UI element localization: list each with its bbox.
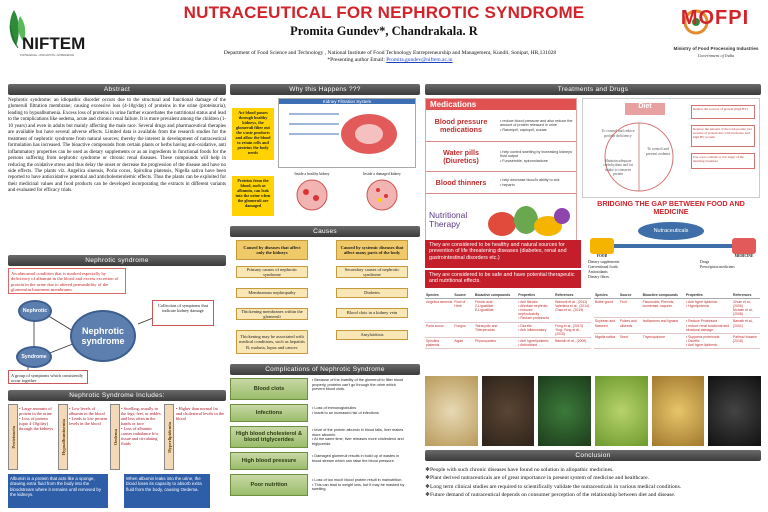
poster-title: NUTRACEUTICAL FOR NEPHROTIC SYNDROME	[183, 3, 585, 22]
causes-primary-item-2: Thickening membranes within the glomeruli	[236, 308, 308, 320]
conclusion-item: ❖Future demand of nutraceutical depends on consumer perception of the relationship between diet and disease.	[425, 492, 676, 499]
table1-header: Species	[425, 292, 453, 299]
nigella-seed-photo	[708, 376, 761, 446]
mofpi-logo-gov: Government of India	[697, 53, 735, 58]
table-cell: Angelica sinensis	[425, 299, 453, 322]
includes-hyperlipidemia-text: • Higher than normal fat and cholesterol levels in the blood	[176, 406, 224, 421]
table-row	[594, 318, 760, 333]
bridging-title: BRIDGING THE GAP BETWEEN FOOD AND MEDICINE	[597, 199, 745, 216]
food-list-item: Antioxidants	[588, 270, 608, 274]
poster-authors: Promita Gundev*, Chandrakala. R	[290, 24, 478, 38]
medication-diuretics-name: Water pills (Diuretics)	[442, 147, 480, 165]
plants-table-2	[594, 292, 760, 349]
kidney-diagram-title: Kidney Filtration System	[279, 99, 415, 104]
includes-oedema-tab	[110, 404, 120, 470]
diet-left-bottom: Maintain adequate carbohydrate and fat intake to conserve protein	[603, 159, 633, 177]
medicine-label: MEDICINE	[734, 254, 754, 258]
causes-primary-item-1: Membranous nephropathy	[236, 288, 308, 298]
table-row	[425, 337, 591, 348]
complication-blood-clots: Blood clots	[230, 378, 308, 400]
causes-primary-title: Caused by diseases that affect only the kidneys	[236, 240, 308, 260]
includes-oedema-text: • Swelling, usually in the legs, feet, or ankles and less often in the hands or face • Loss of albumin causes imbalance b/w tissue and circulating fluids	[121, 406, 161, 446]
section-why: Why this Happens ???	[230, 84, 420, 95]
conclusion-list	[425, 466, 761, 500]
table-cell: Isoflavones and lignans	[642, 318, 685, 333]
syndrome-node: Syndrome	[16, 346, 52, 368]
table-cell: Fruit	[619, 299, 642, 318]
table1-header: References	[554, 292, 591, 299]
table-cell: Tetracyclic and Triterpenoids	[474, 322, 517, 337]
poster-affiliation	[160, 50, 620, 64]
medication-thinners-name: Blood thinners	[435, 177, 487, 187]
includes-hypoalbuminemia-title: Hypoalbuminemia	[60, 418, 66, 456]
causes-secondary-item-2: Blood clots in a kidney vein	[336, 308, 408, 318]
bridging-bar	[602, 244, 742, 248]
table-cell: Phycocyanins	[474, 337, 517, 348]
diet-title: Diet	[625, 103, 665, 115]
table-cell: • Reduce Proteinuria • reduce renal functional and structural damage.	[685, 318, 732, 333]
bridging-panel	[582, 200, 760, 286]
section-includes: Nephrotic Syndrome Includes:	[8, 390, 226, 401]
food-list-item: Conventional foods	[588, 265, 618, 269]
affiliation-text: Department of Food Science and Technology , National Institute of Food Technology Entrepreneurship and Management, Kundli, Sonipat, HR,131028	[223, 50, 557, 56]
abstract-text: Nephrotic syndrome; an idiopathic disorder occurs due to the structural and functional damage of the glomeruli filtration membrane; causing excessive loss (4-10g/day) of proteins in the urine (proteinuria), leading to hypoalbumenia. Excess loss of proteins in urine further exacerbates the nutritional status and lead to the complications like oedema, acute and chronic renal failure. It is more prevalent among the children (1-10 years) and even in adults but mainly affecting the male race. Several drugs and pharmaceutical therapies are available but have several adverse effects. Limited data is available from the research studies for the treatment of nephrotic syndrome from natural sources; thereby the interest in development of nutraceutical formulation has increased. The bioactive compounds from certain plants or herbs having anti-oxidative, anti inflammatory properties can be used as dietary supplements or as an ingredients in functional foods for the persons suffering from nephrotic syndrome or chronic renal diseases. These compounds will help in reducing the oxidative stress and thus delay the onset or decrease the progression of the disease and have no side effects. The plants viz. Angelica sinensis, Poria cocos, Spirulina platensis, Nigella sativa have been reported to have antioxidative potential and anticholesterolemic effects. Thus the plants can be exploited for their medicinal values and food products can be developed incorporating the extracts in different variants and evaluated for efficacy trials.	[8, 98, 226, 194]
nutritional-therapy-label: Nutritional Therapy	[429, 210, 468, 229]
table-cell: Nigella sativa	[594, 333, 619, 348]
medicine-list-item: Prescription medicines	[700, 265, 735, 269]
soybean-flaxseed-photo	[652, 376, 705, 446]
complication-blood-clots-text: • Because of the inability of the glomeruli to filter blood properly, proteins can't go through the urine which prevent blood clots.	[312, 378, 404, 392]
nephrotic-node: Nephrotic	[18, 300, 52, 322]
table-cell: • Suppress proteinuria • Diuretic • Anti hyper lipidemic	[685, 333, 732, 348]
includes-proteinuria-text: • Large amounts of protein in the urine • Loss of protein (upto 4-10g/day) through the kidneys	[19, 406, 54, 431]
medication-thinners-desc: • help decrease blood's ability to clot • heparin	[500, 178, 560, 187]
table-row	[594, 299, 760, 318]
table-row	[425, 299, 591, 322]
table-cell: Poria cocos	[425, 322, 453, 337]
medication-row-bp	[426, 110, 576, 142]
conclusion-item: ❖Long term clinical studies are required to scientifically validate the nutraceuticals in various medical conditions.	[425, 483, 682, 490]
food-list	[588, 260, 668, 280]
diet-center-right: To control and prevent oedema	[645, 147, 671, 156]
table-cell: Patima Hossein (2018)	[732, 333, 760, 348]
table1-header: Source	[453, 292, 474, 299]
table1-header: Properties	[517, 292, 554, 299]
section-abstract: Abstract	[8, 84, 226, 95]
table-row	[594, 333, 760, 348]
complication-blood-pressure: High blood pressure	[230, 452, 308, 470]
angelica-root-photo	[425, 376, 478, 446]
table-cell: Barrath et al., (2001)	[732, 318, 760, 333]
includes-proteinuria-title: Proteinuria	[10, 425, 16, 449]
food-list-item: Dietary supplements	[588, 260, 620, 264]
table1-header: Bioactive compounds	[474, 292, 517, 299]
table2-header: Species	[594, 292, 619, 299]
section-treatments: Treatments and Drugs	[425, 84, 761, 95]
medication-bp-desc: • reduce blood pressure and also reduce the amount of protein released in urine • Rasmipril, captopril, cozaar	[500, 118, 573, 132]
causes-primary-item-3: Thickening may be associated with medical conditions, such as hepatitis B, malaria, lupus and cancer.	[236, 330, 308, 354]
causes-secondary-title: Caused by systemic diseases that affect many parts of the body	[336, 240, 408, 260]
complication-blood-pressure-text: • Damaged glomeruli results in build up of wastes in blood stream which can raise the blood pressure.	[312, 454, 400, 463]
medication-row-thinners	[426, 172, 576, 194]
includes-hyperlipidemia-title: Hyperlipidemia	[166, 421, 172, 453]
group-box: A group of symptoms which consistently occur together	[8, 370, 88, 384]
table-cell: Spirulina platensis	[425, 337, 453, 348]
spirulina-photo	[538, 376, 591, 446]
complication-infections: Infections	[230, 404, 308, 422]
medicine-list-item: Drugs	[700, 260, 710, 264]
medications-title: Medications	[426, 99, 576, 110]
includes-hyperlipidemia-tab	[164, 404, 174, 470]
poria-cocos-photo	[482, 376, 535, 446]
section-nephrotic-syndrome: Nephrotic syndrome	[8, 255, 226, 266]
why-box-healthy: Act blood passes through healthy kidneys, the glomeruli filter out the waste products and allow the blood to retain cells and proteins the body needs	[232, 108, 274, 160]
medicine-list	[700, 260, 758, 270]
diet-panel	[582, 98, 760, 198]
nephrotic-syndrome-node: Nephrotic syndrome	[70, 310, 136, 362]
table-cell: Ferulic acid Z-Ligustilide E-Ligustilide	[474, 299, 517, 322]
nutraceuticals-node: Nutraceuticals	[638, 222, 704, 240]
medication-row-diuretics	[426, 142, 576, 172]
table-cell: Fungus	[453, 322, 474, 337]
table-cell: Pulses and oilseeds	[619, 318, 642, 333]
niftem-logo-tagline: KNOWLEDGE • INNOVATION • EXPERIENCE	[20, 54, 75, 57]
causes-primary-item-0: Primary causes of nephrotic syndrome	[236, 266, 308, 278]
includes-oedema-title: Oedema	[112, 428, 118, 446]
section-causes: Causes	[230, 226, 420, 237]
section-complications: Complications of Nephrotic Syndrome	[230, 364, 420, 375]
table-cell: • Diuretic • Anti inflammatory	[517, 322, 554, 337]
complication-cholesterol-text: • level of the protein albumin in blood falls, liver makes more albumin. • At the same time, liver releases more cholesterol and triglyceride.	[312, 428, 404, 446]
table-row	[425, 322, 591, 337]
complication-cholesterol: High blood cholesterol & blood triglycerides	[230, 426, 308, 448]
albumin-note-right: When albumin leaks into the urine, the blood loses its capacity to absorb extra fluid from the body, causing Oedema.	[124, 474, 210, 508]
email-prefix: *Presenting author Email:	[327, 57, 387, 63]
table-cell: Flavonoids, Phenols, isomerase, saponin.	[642, 299, 685, 318]
table-cell: Soybean and flaxseed	[594, 318, 619, 333]
table-cell: • Anti fibrosis • Alleviate nephrotic • Induced nephrotoxicity • Reduce proteinuria	[517, 299, 554, 322]
table2-header: Properties	[685, 292, 732, 299]
table-cell: Seed	[619, 333, 642, 348]
mofpi-logo-text: MOFPI	[680, 7, 750, 29]
medication-bp-name: Blood pressure medications	[434, 116, 488, 134]
definition-box: An abnormal condition that is marked especially by deficiency of albumin in the blood and excess excretion of protein in the urine due to altered permeability of the glomerular basement membranes	[8, 268, 126, 294]
medications-panel	[425, 98, 577, 248]
healthy-kidney-label: Inside a healthy kidney	[294, 172, 330, 176]
complication-poor-nutrition-text: • Loss of too much blood protein result in malnutrition. • This can lead to weight loss, but it may be masked by swelling.	[312, 478, 405, 492]
niftem-logo-text: NIFTEM	[22, 34, 86, 53]
table-cell: Thymoquinone	[642, 333, 685, 348]
conclusion-item: ❖Plant derived nutraceuticals are of great importance in present system of medicine and healthcare.	[425, 475, 650, 482]
medicine-pills-icon	[732, 238, 756, 254]
diet-item-2: Use a low sodium or low sugar of the morning breakfast	[691, 153, 755, 169]
nutraceutical-banner-1: They are considered to be healthy and natural sources for prevention of life threatening diseases (diabetes, renal and gastrointestinal disorders etc.)	[425, 240, 581, 268]
complication-poor-nutrition: Poor nutrition	[230, 474, 308, 496]
table-cell: Root of Herb	[453, 299, 474, 322]
bottle-gourd-photo	[595, 376, 648, 446]
nutraceutical-banner-2: They are considered to be safe and have potential therapeutic and nutritional effects.	[425, 270, 581, 288]
albumin-note-left: Albumin is a protein that acts like a sponge, drawing extra fluid from the body into the bloodstream where it remains until removed by the kidneys.	[8, 474, 108, 508]
food-label: FOOD	[596, 254, 608, 258]
causes-secondary-item-0: Secondary causes of nephrotic syndrome	[336, 266, 408, 278]
diet-center-left: To control and reduce protein deficiency	[601, 129, 635, 138]
complication-infections-text: • Loss of immunoglobulins • leads to an increased risk of infections	[312, 406, 379, 415]
table-cell: • Anti hyper lipidemic • Hypolipidemic	[685, 299, 732, 318]
table-cell: • Anti hyperlipidemic • Antioxidant	[517, 337, 554, 348]
collection-box: Collection of symptoms that indicate kidney damage	[152, 300, 214, 326]
plants-table-1	[425, 292, 591, 349]
table2-header: References	[732, 292, 760, 299]
includes-proteinuria-tab	[8, 404, 18, 470]
why-box-damaged: Proteins from the blood, such as albumin, can leak into the urine when the glomeruli are damaged	[232, 176, 274, 216]
causes-secondary-item-3: Amyloidosis	[336, 330, 408, 340]
damaged-kidney-figure	[350, 172, 414, 218]
kidney-diagram	[278, 98, 416, 168]
table-cell: Feng et al., (2013) Ying- Yong et al., (2015)	[554, 322, 591, 337]
table-cell: Ghule et al., (2006) Mohale et al., (2008)	[732, 299, 760, 318]
conclusion-item: ❖People with such chronic diseases have found no solution in allopathic medicines.	[425, 467, 614, 473]
mofpi-logo-sub: Ministry of Food Processing Industries	[673, 46, 759, 51]
email-link[interactable]: Promita.gundev@niftem.ac.in	[386, 57, 453, 63]
table-cell: Bottle gourd	[594, 299, 619, 318]
table-cell: Bamsih et al., (2009)	[554, 337, 591, 348]
plant-photos	[425, 376, 761, 446]
food-list-item: Dietary fibres	[588, 275, 609, 279]
causes-secondary-item-1: Diabetes	[336, 288, 408, 298]
includes-hypoalbuminemia-text: • Low levels of albumin in the blood • Leads to low protein levels in the blood	[69, 406, 108, 426]
food-image	[482, 196, 572, 244]
damaged-kidney-label: Inside a damaged kidney	[363, 172, 401, 176]
medication-diuretics-desc: • help control swelling by increasing kidneys' fluid output • Furosemide, spironolactone	[500, 149, 573, 163]
food-basket-icon	[590, 238, 614, 254]
section-conclusion: Conclusion	[425, 450, 761, 461]
table2-header: Bioactive compounds	[642, 292, 685, 299]
healthy-kidney-figure	[280, 172, 344, 218]
table-cell: Wamorli et al., (2011) Valentina et al., (2014) Chao et al., (2015)	[554, 299, 591, 322]
includes-hypoalbuminemia-tab	[58, 404, 68, 470]
table2-header: Source	[619, 292, 642, 299]
diet-item-0: Reduce the sources of protein (high BV)	[691, 105, 755, 119]
table-cell: Algae	[453, 337, 474, 348]
diet-item-1: Replace the amount of the total protein lost in urine of protein diet with moderate and high BV protein	[691, 125, 755, 147]
